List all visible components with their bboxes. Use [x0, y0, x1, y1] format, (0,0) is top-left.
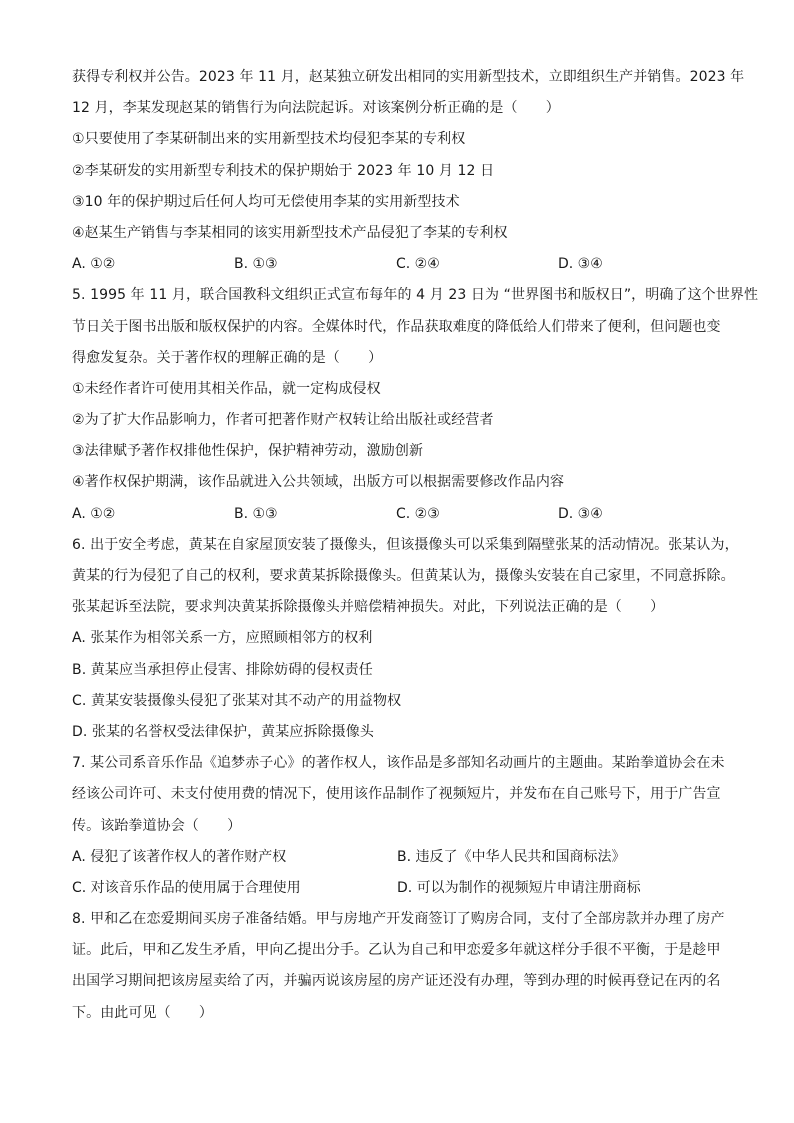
q7-option-d: D. 可以为制作的视频短片申请注册商标 — [397, 879, 641, 896]
q7-option-c: C. 对该音乐作品的使用属于合理使用 — [72, 879, 301, 896]
q5-statement-1: ①未经作者许可使用其相关作品，就一定构成侵权 — [72, 380, 381, 397]
q8-text-line-3: 出国学习期间把该房屋卖给了丙，并骗丙说该房屋的房产证还没有办理，等到办理的时候再登记在丙的名 — [72, 973, 721, 990]
q6-text-line-1: 6. 出于安全考虑，黄某在自家屋顶安装了摄像头，但该摄像头可以采集到隔壁张某的活动情况。张某认为， — [72, 536, 739, 553]
q4-text-line-2: 12 月，李某发现赵某的销售行为向法院起诉。对该案例分析正确的是（ ） — [72, 100, 560, 117]
q4-option-c: C. ②④ — [396, 256, 440, 273]
q5-option-c: C. ②③ — [396, 505, 440, 522]
q7-options-row-2 — [72, 873, 732, 904]
q6-option-c: C. 黄某安装摄像头侵犯了张某对其不动产的用益物权 — [72, 692, 402, 709]
q6-option-d: D. 张某的名誉权受法律保护，黄某应拆除摄像头 — [72, 723, 374, 740]
q5-option-d: D. ③④ — [558, 505, 603, 522]
q4-statement-1: ①只要使用了李某研制出来的实用新型技术均侵犯李某的专利权 — [72, 131, 466, 148]
q7-options-row-1 — [72, 842, 732, 873]
q4-options — [72, 249, 732, 280]
q4-option-b: B. ①③ — [234, 256, 278, 273]
q6-option-b: B. 黄某应当承担停止侵害、排除妨碍的侵权责任 — [72, 661, 373, 678]
q4-statement-2: ②李某研发的实用新型专利技术的保护期始于 2023 年 10 月 12 日 — [72, 162, 495, 179]
q5-options — [72, 499, 732, 530]
q5-text-line-2: 节日关于图书出版和版权保护的内容。全媒体时代，作品获取难度的降低给人们带来了便利，但问题也变 — [72, 318, 721, 335]
q8-text-line-2: 证。此后，甲和乙发生矛盾，甲向乙提出分手。乙认为自己和甲恋爱多年就这样分手很不平衡，于是趁甲 — [72, 942, 721, 959]
q4-option-a: A. ①② — [72, 256, 116, 273]
q4-option-d: D. ③④ — [558, 256, 603, 273]
q5-option-b: B. ①③ — [234, 505, 278, 522]
q8-text-line-4: 下。由此可见（ ） — [72, 1004, 213, 1021]
q5-option-a: A. ①② — [72, 505, 116, 522]
q6-text-line-3: 张某起诉至法院，要求判决黄某拆除摄像头并赔偿精神损失。对此，下列说法正确的是（ ） — [72, 599, 665, 616]
q5-statement-3: ③法律赋予著作权排他性保护，保护精神劳动，激励创新 — [72, 443, 424, 460]
q7-text-line-3: 传。该跆拳道协会（ ） — [72, 817, 242, 834]
q5-text-line-1: 5. 1995 年 11 月，联合国教科文组织正式宣布每年的 4 月 23 日为 “世界图书和版权日”，明确了这个世界性 — [72, 287, 759, 304]
q4-text-line-1: 获得专利权并公告。2023 年 11 月，赵某独立研发出相同的实用新型技术，立即组织生产并销售。2023 年 — [72, 69, 745, 85]
q7-option-b: B. 违反了《中华人民共和国商标法》 — [397, 848, 626, 865]
q4-statement-3: ③10 年的保护期过后任何人均可无偿使用李某的实用新型技术 — [72, 193, 460, 210]
page-content — [72, 62, 759, 1029]
q7-text-line-1: 7. 某公司系音乐作品《追梦赤子心》的著作权人，该作品是多部知名动画片的主题曲。某跆拳道协会在未 — [72, 755, 725, 772]
q4-statement-4: ④赵某生产销售与李某相同的该实用新型技术产品侵犯了李某的专利权 — [72, 224, 508, 241]
q8-text-line-1: 8. 甲和乙在恋爱期间买房子准备结婚。甲与房地产开发商签订了购房合同，支付了全部房款并办理了房产 — [72, 911, 725, 928]
q5-statement-2: ②为了扩大作品影响力，作者可把著作财产权转让给出版社或经营者 — [72, 412, 494, 429]
q5-text-line-3: 得愈发复杂。关于著作权的理解正确的是（ ） — [72, 349, 383, 366]
q6-text-line-2: 黄某的行为侵犯了自己的权利，要求黄某拆除摄像头。但黄某认为，摄像头安装在自己家里，不同意拆除。 — [72, 568, 735, 584]
q7-text-line-2: 经该公司许可、未支付使用费的情况下，使用该作品制作了视频短片，并发布在自己账号下，用于广告宣 — [72, 786, 721, 803]
q5-statement-4: ④著作权保护期满，该作品就进入公共领域，出版方可以根据需要修改作品内容 — [72, 474, 565, 491]
q6-option-a: A. 张某作为相邻关系一方，应照顾相邻方的权利 — [72, 630, 373, 647]
q7-option-a: A. 侵犯了该著作权人的著作财产权 — [72, 848, 287, 865]
